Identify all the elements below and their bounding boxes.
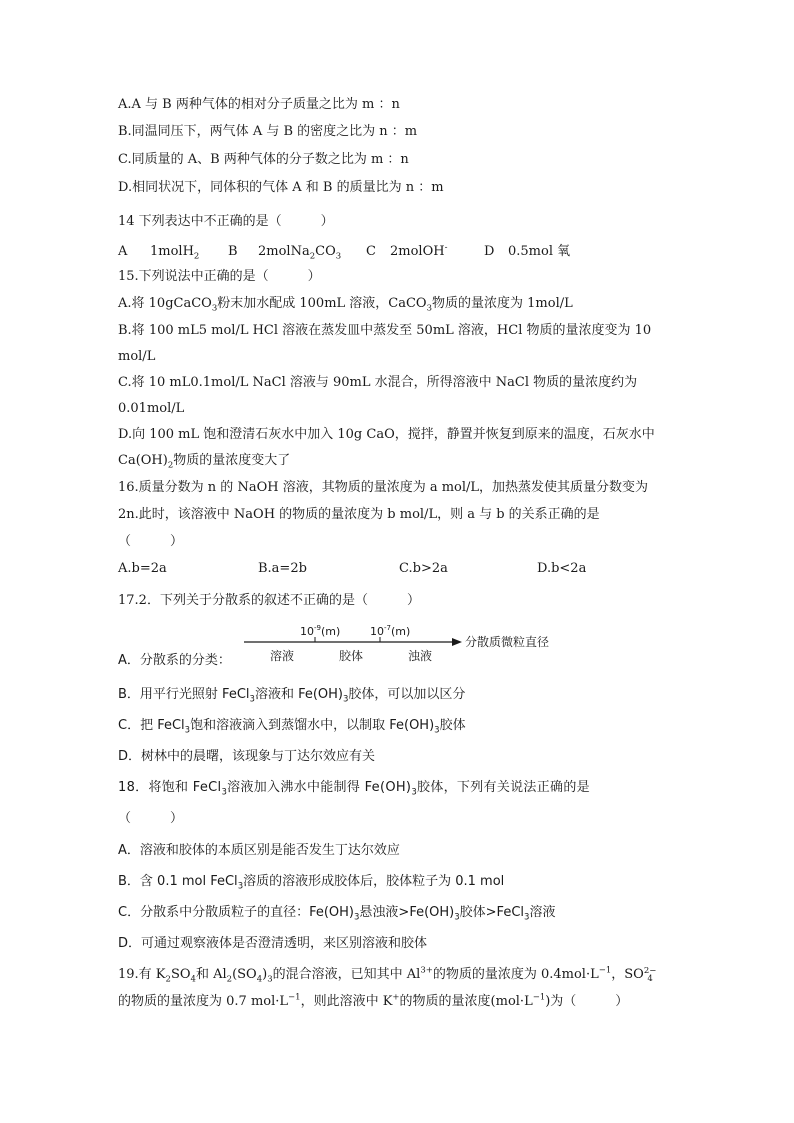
q13-option-d: D.相同状况下，同体积的气体 A 和 B 的质量比为 n ：m [118,180,444,195]
q14-b-label: B [228,244,238,259]
q15-option-d-line1: D.向 100 mL 饱和澄清石灰水中加入 10g CaO，搅拌，静置并恢复到原来的温度，石灰水中 [118,427,655,442]
q15-stem: 15.下列说法中正确的是（ ） [118,269,321,284]
q15-option-b-line1: B.将 100 mL5 mol/L HCl 溶液在蒸发皿中蒸发至 50mL 溶液，HCl 物质的量浓度变为 10 [118,323,652,338]
q14-c-text: 2molOH- [390,242,448,259]
q18-option-d: D．可通过观察液体是否澄清透明，来区别溶液和胶体 [118,936,428,951]
diagram-tick2-label: $10^{-7}(m)$ [370,624,411,638]
q18-option-b: B．含 0.1 mol FeCl$_3$溶质的溶液形成胶体后，胶体粒子为 0.1 mol [118,874,505,892]
q14-d-text: 0.5mol 氧 [508,244,571,259]
q19-stem-line1: 19.有 $K_2SO_4$和 $Al_2(SO_4)_3$的混合溶液，已知其中 $Al^{3+}$的物质的量浓度为 $0.4mol\cdot L^{-1}$，SO 2− 4 [118,965,657,985]
q18-stem: 18．将饱和 FeCl$_3$溶液加入沸水中能制得 $Fe(OH)_3$胶体，下列有关说法正确的是 [118,780,590,798]
q18-option-a: A．溶液和胶体的本质区别是能否发生丁达尔效应 [118,843,400,858]
q13-option-c: C.同质量的 A、B 两种气体的分子数之比为 m ：n [118,152,409,167]
q16-stem-line1: 16.质量分数为 n 的 NaOH 溶液，其物质的量浓度为 a mol/L，加热蒸发使其质量分数变为 [118,480,649,495]
q15-option-b-line2: mol/L [118,349,156,364]
dispersion-diagram [240,620,570,670]
q18-option-c: C．分散系中分散质粒子的直径：$Fe(OH)_3$悬浊液$>Fe(OH)_3$胶体>FeCl$_3$溶液 [118,905,556,923]
diagram-seg-solution: 溶液 [270,649,295,663]
q17-option-d: D．树林中的晨曙，该现象与丁达尔效应有关 [118,749,376,764]
q18-paren: （ ） [118,811,184,826]
q16-option-a: A.b=2a [118,561,167,576]
q16-stem-line2: 2n.此时，该溶液中 NaOH 的物质的量浓度为 b mol/L，则 a 与 b 的关系正确的是 [118,507,600,522]
q17-stem: 17.2．下列关于分散系的叙述不正确的是（ ） [118,593,420,608]
diagram-seg-suspension: 浊液 [408,649,433,663]
q15-option-c-line2: 0.01mol/L [118,401,185,416]
q16-paren: （ ） [118,534,184,549]
q13-option-b: B.同温同压下，两气体 A 与 B 的密度之比为 n ：m [118,124,418,139]
diagram-tick1-label: $10^{-9}(m)$ [300,624,341,638]
q16-option-c: C.b>2a [399,561,448,576]
q16-option-d: D.b<2a [537,561,587,576]
q14-a-label: A [118,244,128,259]
q14-options [118,243,570,261]
q14-b-text: $2molNa_2CO_3$ [258,244,342,262]
q19-stem-line2: 的物质的量浓度为 0.7 $mol\cdot L^{-1}$，则此溶液中 K+的物质的量浓度$(mol\cdot L^{-1})$为（ ） [118,992,629,1009]
q15-option-d-line2: $Ca(OH)_2$物质的量浓度变大了 [118,453,291,471]
q13-option-a: A.A 与 B 两种气体的相对分子质量之比为 m ：n [118,97,400,112]
q14-stem: 14 下列表达中不正确的是（ ） [118,214,334,229]
q17-option-c: C．把 FeCl$_3$饱和溶液滴入到蒸馏水中，以制取 $Fe(OH)_3$胶体 [118,718,466,736]
q14-d-label: D [484,244,495,259]
q17-option-a-label: A．分散系的分类： [118,653,231,668]
q14-a-text: 1molH$_2$ [150,244,200,262]
q15-option-c-line1: C.将 10 mL0.1mol/L NaCl 溶液与 90mL 水混合，所得溶液中 NaCl 物质的量浓度约为 [118,375,638,390]
diagram-arrowhead [452,638,462,646]
diagram-axis-label: 分散质微粒直径 [465,635,550,649]
diagram-seg-colloid: 胶体 [339,649,364,663]
q17-option-b: B．用平行光照射 FeCl$_3$溶液和 $Fe(OH)_3$胶体，可以加以区分 [118,687,466,705]
q14-c-label: C [366,244,376,259]
q16-option-b: B.a=2b [258,561,307,576]
q16-options [118,560,586,578]
q15-option-a: A.将 10gCaCO$_3$粉末加水配成 100mL 溶液，CaCO$_3$物质的量浓度为 1mol/L [118,296,573,314]
